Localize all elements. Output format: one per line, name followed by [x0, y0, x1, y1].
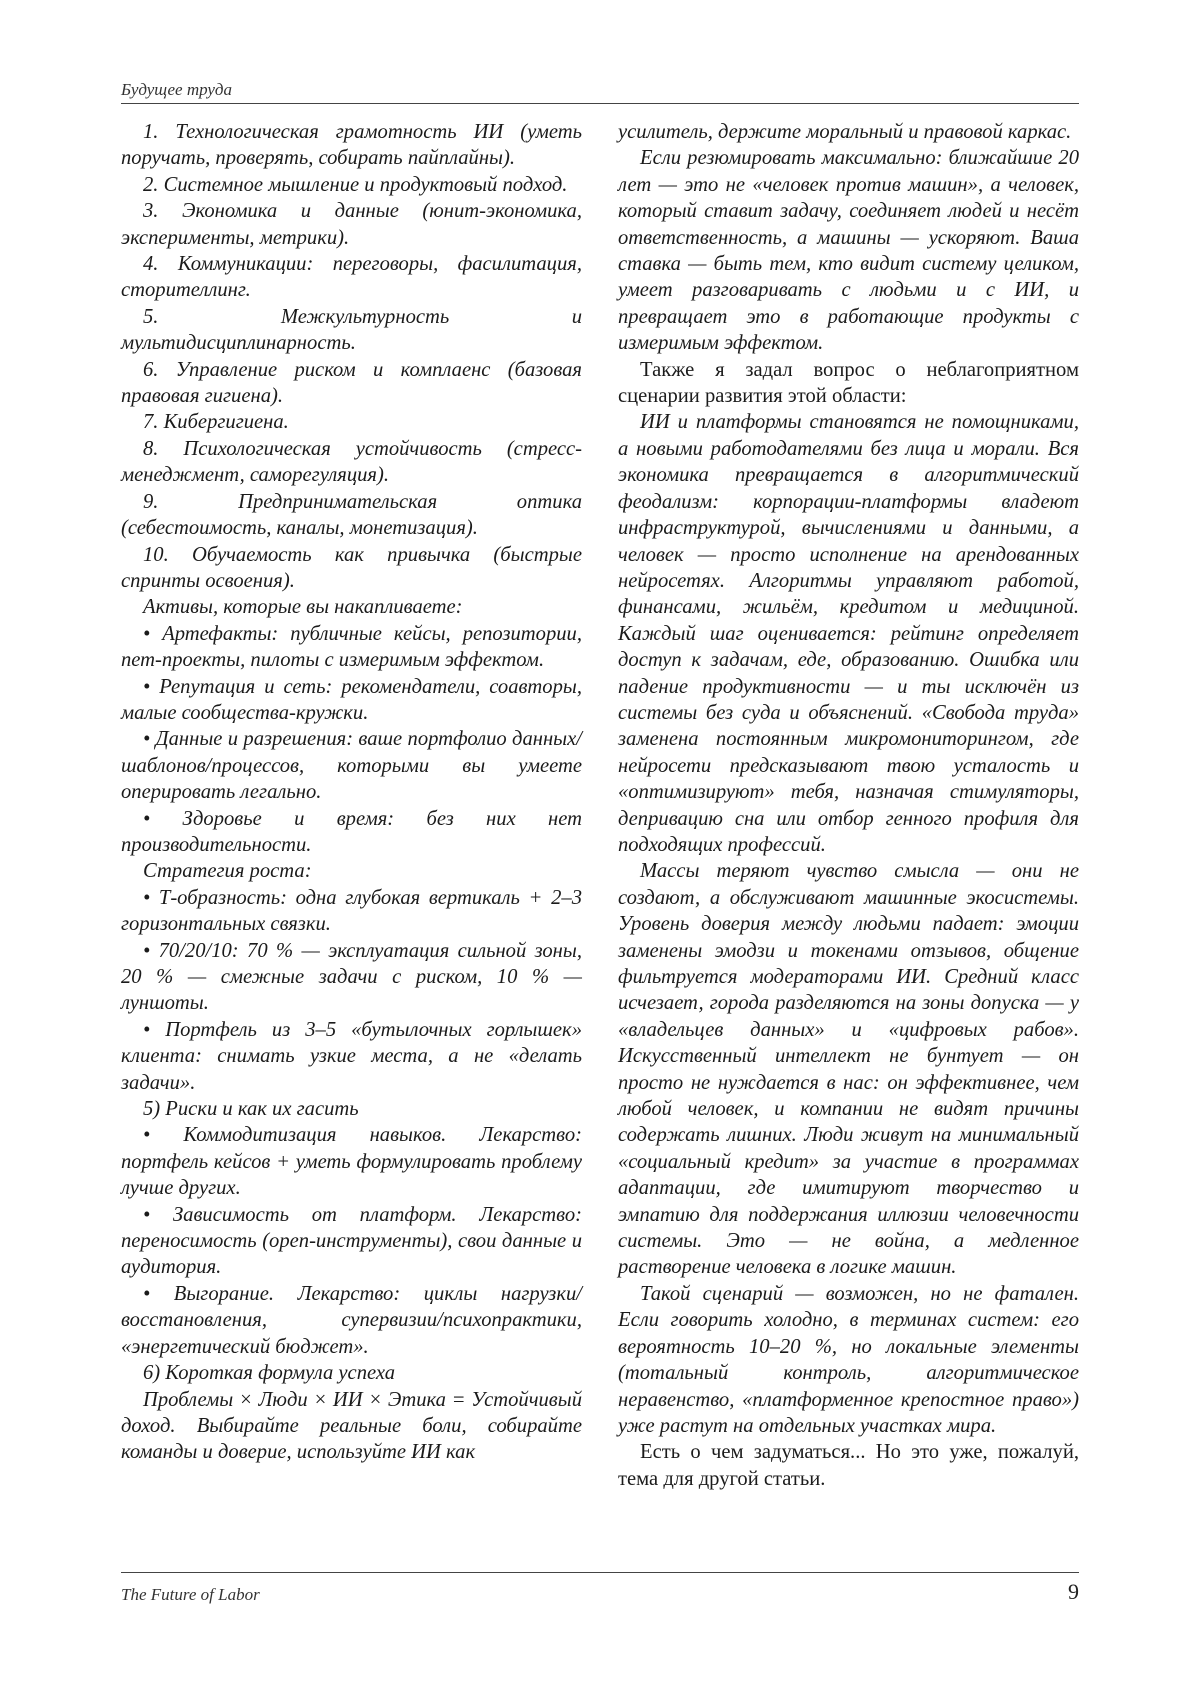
dystopia-paragraph-1: ИИ и платформы становятся не помощниками, а новыми работодателями без лица и морали. Вся экономика превращается в алгоритмический феодализм: корпорации-платформы владеют инфраструктурой, вычислениями и данными, а человек — просто исполнение на арендованных нейросетях. Алгоритмы управляют работой, финансами, жильём, кредитом и медициной. Каждый шаг оценивается: рейтинг определяет доступ к задачам, еде, образованию. Ошибка или падение продуктивности — и ты исключён из системы без суда и объяснений. «Свобода труда» заменена постоянным микромониторингом, где нейросети предсказывают твою усталость и «оптимизируют» тебя, назначая стимуляторы, депривацию сна или отбор генного профиля для подходящих профессий. [618, 411, 1079, 856]
skill-item-1: 1. Технологическая грамотность ИИ (уметь поручать, проверять, собирать пайплайны). [121, 121, 582, 170]
skill-item-3: 3. Экономика и данные (юнит-экономика, эксперименты, метрики). [121, 200, 582, 249]
asset-bullet: • Здоровье и время: без них нет производительности. [121, 807, 582, 856]
skill-item-7: 7. Кибергигиена. [143, 411, 289, 434]
strategy-bullet: • 70/20/10: 70 % — эксплуатация сильной зоны, 20 % — смежные задачи с риском, 10 % — луншоты. [121, 939, 582, 1015]
formula-continuation: усилитель, держите моральный и правовой каркас. [618, 121, 1072, 143]
risk-bullet: • Выгорание. Лекарство: циклы нагрузки/восстановления, супервизии/психопрактики, «энергетический бюджет». [121, 1282, 582, 1358]
skill-item-10: 10. Обучаемость как привычка (быстрые спринты освоения). [121, 543, 582, 592]
header-rule [121, 103, 1079, 104]
dystopia-paragraph-2: Массы теряют чувство смысла — они не создают, а обслуживают машинные экосистемы. Уровень доверия между людьми падает: эмоции заменены эмодзи и токенами отзывов, общение фильтруется модераторами ИИ. Средний класс исчезает, города разделяются на зоны допуска — у «владельцев данных» и «цифровых рабов». Искусственный интеллект не бунтует — он просто не нуждается в нас: он эффективнее, чем любой человек, и компании не видят причины содержать лишних. Люди живут на минимальный «социальный кредит» за участие в программах адаптации, где имитируют творчество и эмпатию для поддержания иллюзии человечности системы. Это — не война, а медленное растворение человека в логике машин. [618, 860, 1079, 1279]
asset-bullet: • Репутация и сеть: рекомендатели, соавторы, малые сообщества-кружки. [121, 675, 582, 724]
assets-heading: Активы, которые вы накапливаете: [143, 596, 463, 619]
strategy-bullet: • Т-образность: одна глубокая вертикаль + 2–3 горизонтальных связки. [121, 886, 582, 936]
risks-heading: 5) Риски и как их гасить [143, 1098, 359, 1121]
skill-item-4: 4. Коммуникации: переговоры, фасилитация, сторителлинг. [121, 253, 582, 302]
asset-bullet: • Данные и разрешения: ваше портфолио данных/шаблонов/процессов, которыми вы умеете оперировать легально. [121, 728, 582, 804]
question-paragraph: Также я задал вопрос о неблагоприятном сценарии развития этой области: [618, 358, 1079, 408]
skill-item-8: 8. Психологическая устойчивость (стресс-менеджмент, саморегуляция). [121, 437, 582, 487]
closing-paragraph: Есть о чем задуматься... Но это уже, пожалуй, тема для другой статьи. [618, 1441, 1079, 1490]
skill-item-5: 5. Межкультурность и мультидисциплинарность. [121, 305, 582, 355]
running-header: Будущее труда [121, 80, 232, 99]
page-number: 9 [1068, 1579, 1079, 1604]
formula-paragraph: Проблемы × Люди × ИИ × Этика = Устойчивый доход. Выбирайте реальные боли, собирайте команды и доверие, используйте ИИ как [121, 1388, 582, 1464]
running-footer: The Future of Labor [121, 1585, 260, 1604]
left-column [121, 119, 582, 1466]
risk-bullet: • Зависимость от платформ. Лекарство: переносимость (open-инструменты), свои данные и аудитория. [121, 1203, 582, 1279]
strategy-heading: Стратегия роста: [143, 860, 312, 883]
right-column [618, 119, 1079, 1492]
probability-paragraph: Такой сценарий — возможен, но не фатален. Если говорить холодно, в терминах систем: его вероятность 10–20 %, но локальные элементы (тотальный контроль, алгоритмическое неравенство, «платформенное крепостное право») уже растут на отдельных участках мира. [618, 1282, 1079, 1437]
skill-item-6: 6. Управление риском и комплаенс (базовая правовая гигиена). [121, 358, 582, 408]
footer-rule [121, 1572, 1079, 1573]
summary-paragraph: Если резюмировать максимально: ближайшие 20 лет — это не «человек против машин», а человек, который ставит задачу, соединяет людей и несёт ответственность, а машины — ускоряют. Ваша ставка — быть тем, кто видит систему целиком, умеет разговаривать с людьми и с ИИ, и превращает это в работающие продукты с измеримым эффектом. [618, 147, 1079, 355]
risk-bullet: • Коммодитизация навыков. Лекарство: портфель кейсов + уметь формулировать проблему лучше других. [121, 1124, 582, 1200]
skill-item-2: 2. Системное мышление и продуктовый подход. [143, 173, 568, 196]
strategy-bullet: • Портфель из 3–5 «бутылочных горлышек» клиента: снимать узкие места, а не «делать задачи». [121, 1018, 582, 1094]
skill-item-9: 9. Предпринимательская оптика (себестоимость, каналы, монетизация). [121, 490, 582, 540]
formula-heading: 6) Короткая формула успеха [143, 1362, 396, 1385]
asset-bullet: • Артефакты: публичные кейсы, репозитории, пет-проекты, пилоты с измеримым эффектом. [121, 622, 582, 672]
